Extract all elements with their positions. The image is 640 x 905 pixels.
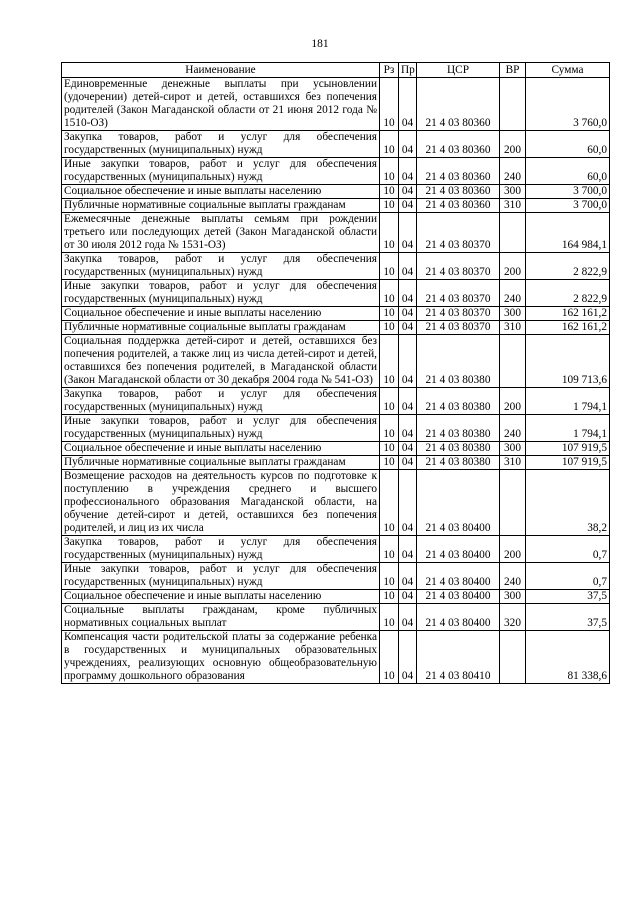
row-pr: 04 (399, 321, 417, 335)
row-csr: 21 4 03 80360 (417, 199, 500, 213)
row-name: Иные закупки товаров, работ и услуг для обеспечения государственных (муниципальных) нужд (62, 563, 380, 590)
row-name: Закупка товаров, работ и услуг для обеспечения государственных (муниципальных) нужд (62, 131, 380, 158)
row-pr: 04 (399, 563, 417, 590)
table-row (62, 307, 610, 321)
row-rz: 10 (380, 131, 399, 158)
row-name: Единовременные денежные выплаты при усыновлении (удочерении) детей-сирот и детей, оставшихся без попечения родителей (Закон Магаданской области от 21 июня 2012 года № 1510-ОЗ) (62, 78, 380, 131)
row-csr: 21 4 03 80410 (417, 631, 500, 684)
row-csr: 21 4 03 80370 (417, 321, 500, 335)
row-vr: 310 (500, 456, 526, 470)
row-pr: 04 (399, 307, 417, 321)
row-rz: 10 (380, 590, 399, 604)
table-row (62, 456, 610, 470)
row-rz: 10 (380, 563, 399, 590)
row-rz: 10 (380, 307, 399, 321)
row-csr: 21 4 03 80380 (417, 456, 500, 470)
row-csr: 21 4 03 80380 (417, 415, 500, 442)
row-csr: 21 4 03 80380 (417, 388, 500, 415)
table-row (62, 415, 610, 442)
row-pr: 04 (399, 131, 417, 158)
row-csr: 21 4 03 80400 (417, 470, 500, 536)
row-vr: 300 (500, 185, 526, 199)
row-sum: 109 713,6 (526, 335, 610, 388)
row-rz: 10 (380, 442, 399, 456)
table-row (62, 631, 610, 684)
header-vr: ВР (500, 63, 526, 78)
row-csr: 21 4 03 80400 (417, 604, 500, 631)
table-row (62, 536, 610, 563)
row-sum: 0,7 (526, 563, 610, 590)
table-row (62, 185, 610, 199)
row-pr: 04 (399, 631, 417, 684)
row-csr: 21 4 03 80360 (417, 158, 500, 185)
table-row (62, 321, 610, 335)
row-rz: 10 (380, 185, 399, 199)
row-sum: 2 822,9 (526, 280, 610, 307)
row-sum: 60,0 (526, 158, 610, 185)
table-header-row (62, 63, 610, 78)
row-pr: 04 (399, 280, 417, 307)
row-name: Иные закупки товаров, работ и услуг для обеспечения государственных (муниципальных) нужд (62, 158, 380, 185)
row-sum: 3 700,0 (526, 185, 610, 199)
row-rz: 10 (380, 456, 399, 470)
row-vr: 300 (500, 307, 526, 321)
row-vr: 240 (500, 280, 526, 307)
row-vr: 310 (500, 199, 526, 213)
row-sum: 2 822,9 (526, 253, 610, 280)
row-sum: 164 984,1 (526, 213, 610, 253)
row-name: Социальная поддержка детей-сирот и детей, оставшихся без попечения родителей, а также лиц из числа детей-сирот и детей, оставшихся без попечения родителей, в Магаданской области (Закон Магаданской области от 30 декабря 2004 года № 541-ОЗ) (62, 335, 380, 388)
row-pr: 04 (399, 253, 417, 280)
row-csr: 21 4 03 80360 (417, 78, 500, 131)
row-rz: 10 (380, 536, 399, 563)
row-csr: 21 4 03 80370 (417, 253, 500, 280)
table-row (62, 563, 610, 590)
row-vr: 300 (500, 590, 526, 604)
table-row (62, 280, 610, 307)
row-vr: 320 (500, 604, 526, 631)
row-name: Закупка товаров, работ и услуг для обеспечения государственных (муниципальных) нужд (62, 388, 380, 415)
row-sum: 107 919,5 (526, 442, 610, 456)
row-vr: 240 (500, 158, 526, 185)
row-sum: 162 161,2 (526, 321, 610, 335)
budget-table (61, 62, 610, 684)
table-row (62, 470, 610, 536)
row-csr: 21 4 03 80400 (417, 563, 500, 590)
row-pr: 04 (399, 158, 417, 185)
row-pr: 04 (399, 335, 417, 388)
row-csr: 21 4 03 80360 (417, 185, 500, 199)
row-vr: 200 (500, 536, 526, 563)
row-csr: 21 4 03 80370 (417, 213, 500, 253)
row-sum: 37,5 (526, 590, 610, 604)
row-sum: 60,0 (526, 131, 610, 158)
row-name: Компенсация части родительской платы за содержание ребенка в государственных и муниципальных образовательных учреждениях, реализующих основную общеобразовательную программу дошкольного образования (62, 631, 380, 684)
row-sum: 81 338,6 (526, 631, 610, 684)
header-rz: Рз (380, 63, 399, 78)
table-row (62, 78, 610, 131)
row-sum: 3 700,0 (526, 199, 610, 213)
row-name: Ежемесячные денежные выплаты семьям при рождении третьего или последующих детей (Закон Магаданской области от 30 июля 2012 года № 1531-ОЗ) (62, 213, 380, 253)
row-name: Публичные нормативные социальные выплаты гражданам (62, 456, 380, 470)
row-pr: 04 (399, 456, 417, 470)
row-name: Социальное обеспечение и иные выплаты населению (62, 442, 380, 456)
table-row (62, 604, 610, 631)
row-csr: 21 4 03 80380 (417, 442, 500, 456)
table-row (62, 253, 610, 280)
row-name: Публичные нормативные социальные выплаты гражданам (62, 199, 380, 213)
row-rz: 10 (380, 415, 399, 442)
row-sum: 0,7 (526, 536, 610, 563)
row-rz: 10 (380, 335, 399, 388)
row-rz: 10 (380, 280, 399, 307)
row-rz: 10 (380, 631, 399, 684)
row-csr: 21 4 03 80380 (417, 335, 500, 388)
row-sum: 1 794,1 (526, 415, 610, 442)
table-row (62, 158, 610, 185)
row-vr: 200 (500, 131, 526, 158)
row-pr: 04 (399, 470, 417, 536)
row-name: Иные закупки товаров, работ и услуг для обеспечения государственных (муниципальных) нужд (62, 415, 380, 442)
header-csr: ЦСР (417, 63, 500, 78)
row-vr (500, 631, 526, 684)
row-name: Социальное обеспечение и иные выплаты населению (62, 307, 380, 321)
row-pr: 04 (399, 590, 417, 604)
row-rz: 10 (380, 78, 399, 131)
row-csr: 21 4 03 80400 (417, 590, 500, 604)
row-pr: 04 (399, 199, 417, 213)
row-vr: 200 (500, 388, 526, 415)
row-sum: 38,2 (526, 470, 610, 536)
row-vr: 310 (500, 321, 526, 335)
row-pr: 04 (399, 536, 417, 563)
row-name: Социальное обеспечение и иные выплаты населению (62, 590, 380, 604)
row-vr: 240 (500, 415, 526, 442)
row-vr (500, 213, 526, 253)
row-pr: 04 (399, 78, 417, 131)
row-pr: 04 (399, 442, 417, 456)
table-row (62, 335, 610, 388)
row-rz: 10 (380, 199, 399, 213)
row-pr: 04 (399, 213, 417, 253)
row-name: Публичные нормативные социальные выплаты гражданам (62, 321, 380, 335)
row-rz: 10 (380, 253, 399, 280)
row-name: Социальные выплаты гражданам, кроме публичных нормативных социальных выплат (62, 604, 380, 631)
row-rz: 10 (380, 470, 399, 536)
row-sum: 1 794,1 (526, 388, 610, 415)
row-rz: 10 (380, 213, 399, 253)
row-name: Закупка товаров, работ и услуг для обеспечения государственных (муниципальных) нужд (62, 253, 380, 280)
table-row (62, 442, 610, 456)
row-pr: 04 (399, 415, 417, 442)
table-row (62, 590, 610, 604)
row-name: Иные закупки товаров, работ и услуг для обеспечения государственных (муниципальных) нужд (62, 280, 380, 307)
row-rz: 10 (380, 604, 399, 631)
header-sum: Сумма (526, 63, 610, 78)
row-vr (500, 335, 526, 388)
row-rz: 10 (380, 321, 399, 335)
row-vr: 200 (500, 253, 526, 280)
row-name: Возмещение расходов на деятельность курсов по подготовке к поступлению в учреждения среднего и высшего профессионального образования Магаданской области, на обучение детей-сирот и детей, оставшихся без попечения родителей, и лиц из их числа (62, 470, 380, 536)
table-row (62, 131, 610, 158)
table-row (62, 388, 610, 415)
row-sum: 37,5 (526, 604, 610, 631)
row-sum: 107 919,5 (526, 456, 610, 470)
row-csr: 21 4 03 80360 (417, 131, 500, 158)
table-row (62, 199, 610, 213)
row-rz: 10 (380, 158, 399, 185)
row-csr: 21 4 03 80370 (417, 280, 500, 307)
row-csr: 21 4 03 80370 (417, 307, 500, 321)
row-name: Социальное обеспечение и иные выплаты населению (62, 185, 380, 199)
row-vr (500, 470, 526, 536)
row-pr: 04 (399, 604, 417, 631)
row-pr: 04 (399, 185, 417, 199)
row-sum: 162 161,2 (526, 307, 610, 321)
page-number: 181 (311, 38, 329, 50)
row-vr (500, 78, 526, 131)
row-name: Закупка товаров, работ и услуг для обеспечения государственных (муниципальных) нужд (62, 536, 380, 563)
row-rz: 10 (380, 388, 399, 415)
row-vr: 300 (500, 442, 526, 456)
row-csr: 21 4 03 80400 (417, 536, 500, 563)
table-row (62, 213, 610, 253)
header-name: Наименование (62, 63, 380, 78)
header-pr: Пр (399, 63, 417, 78)
row-pr: 04 (399, 388, 417, 415)
row-sum: 3 760,0 (526, 78, 610, 131)
row-vr: 240 (500, 563, 526, 590)
